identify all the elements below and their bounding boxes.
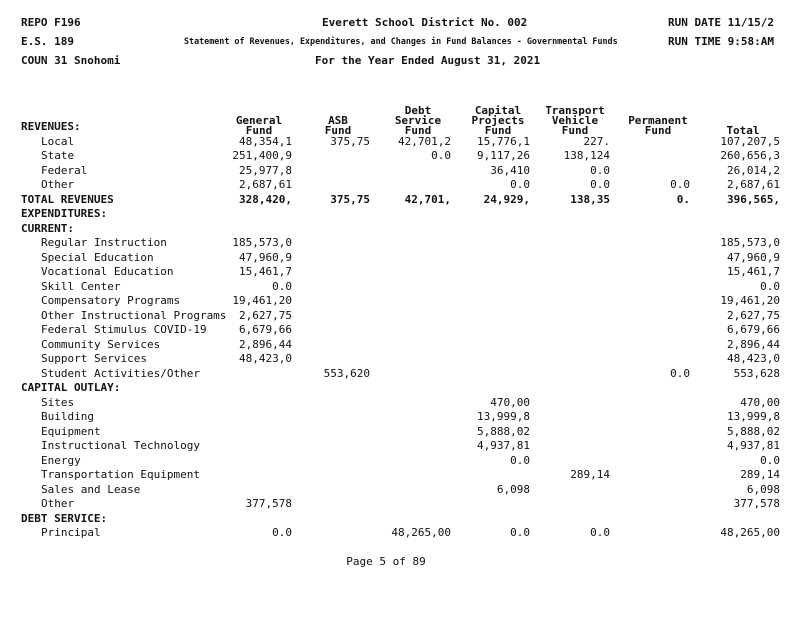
row-label: Support Services bbox=[41, 352, 147, 365]
row-value: 0.0 bbox=[590, 178, 610, 191]
report-id: REPO F196 bbox=[21, 16, 81, 29]
row-value: 2,687,61 bbox=[727, 178, 780, 191]
row-value: 6,679,66 bbox=[239, 323, 292, 336]
table-row bbox=[0, 149, 800, 164]
row-value: 0.0 bbox=[431, 149, 451, 162]
row-value: 6,098 bbox=[746, 482, 780, 496]
row-value: 375,75 bbox=[330, 134, 370, 148]
row-label: Student Activities/Other bbox=[41, 366, 200, 380]
table-row bbox=[0, 454, 800, 469]
table-row bbox=[0, 207, 800, 222]
row-value: 138,35 bbox=[570, 192, 610, 206]
table-row bbox=[0, 222, 800, 237]
county: COUN 31 Snohomi bbox=[21, 54, 121, 67]
run-time: RUN TIME 9:58:AM bbox=[668, 35, 774, 48]
row-value: 375,75 bbox=[330, 192, 370, 206]
row-value: 0.0 bbox=[590, 163, 610, 177]
row-label: Federal bbox=[41, 163, 88, 177]
table-row bbox=[0, 512, 800, 527]
row-value: 185,573,0 bbox=[232, 236, 292, 249]
page-number: Page 5 of 89 bbox=[346, 555, 426, 568]
row-value: 0.0 bbox=[760, 453, 780, 467]
table-row bbox=[0, 396, 800, 411]
table-row bbox=[0, 265, 800, 280]
row-value: 5,888,02 bbox=[727, 424, 780, 438]
table-row bbox=[0, 309, 800, 324]
row-value: 48,265,00 bbox=[720, 526, 780, 539]
row-value: 0.0 bbox=[272, 279, 292, 293]
row-value: 4,937,81 bbox=[727, 439, 780, 452]
row-value: 9,117,26 bbox=[477, 149, 530, 162]
row-label: Local bbox=[41, 134, 75, 148]
col-head-permanent: Permanent Fund bbox=[628, 114, 688, 137]
row-value: 2,687,61 bbox=[239, 178, 292, 191]
row-value: 0.0 bbox=[670, 178, 690, 191]
col-head-total: Total bbox=[726, 124, 760, 137]
row-label: Other bbox=[41, 497, 75, 510]
row-value: 377,578 bbox=[245, 497, 292, 510]
row-value: 328,420, bbox=[239, 192, 292, 206]
table-row bbox=[0, 483, 800, 498]
table-row bbox=[0, 410, 800, 425]
row-value: 26,014,2 bbox=[727, 163, 780, 177]
table-row bbox=[0, 468, 800, 483]
row-value: 15,461,7 bbox=[239, 265, 292, 278]
row-value: 19,461,20 bbox=[720, 294, 780, 307]
row-value: 48,354,1 bbox=[239, 134, 292, 148]
row-label: TOTAL REVENUES bbox=[21, 192, 114, 206]
row-value: 2,896,44 bbox=[727, 337, 780, 351]
run-date: RUN DATE 11/15/2 bbox=[668, 16, 774, 29]
row-value: 396,565, bbox=[727, 192, 780, 206]
row-value: 0.0 bbox=[590, 526, 610, 539]
row-value: 260,656,3 bbox=[720, 149, 780, 162]
table-row bbox=[0, 526, 800, 541]
row-label: Vocational Education bbox=[41, 265, 174, 278]
row-value: 289,14 bbox=[570, 468, 610, 481]
row-label: Sales and Lease bbox=[41, 482, 141, 496]
row-value: 24,929, bbox=[483, 192, 530, 206]
row-value: 48,423,0 bbox=[727, 352, 780, 365]
row-value: 470,00 bbox=[490, 395, 530, 409]
table-row bbox=[0, 251, 800, 266]
row-label: CURRENT: bbox=[21, 221, 74, 235]
table-row bbox=[0, 338, 800, 353]
row-value: 6,679,66 bbox=[727, 323, 780, 336]
row-label: Regular Instruction bbox=[41, 236, 167, 249]
row-label: DEBT SERVICE: bbox=[21, 511, 108, 525]
row-value: 36,410 bbox=[490, 163, 530, 177]
col-head-transport-vehicle: Transport Vehicle Fund bbox=[545, 104, 605, 137]
row-value: 0.0 bbox=[670, 366, 690, 380]
row-value: 48,423,0 bbox=[239, 352, 292, 365]
row-label: Community Services bbox=[41, 337, 161, 351]
row-value: 15,776,1 bbox=[477, 134, 530, 148]
table-row bbox=[0, 294, 800, 309]
row-value: 2,627,75 bbox=[239, 308, 292, 322]
row-value: 2,627,75 bbox=[727, 308, 780, 322]
row-label: Energy bbox=[41, 453, 81, 467]
table-row bbox=[0, 323, 800, 338]
row-value: 2,896,44 bbox=[239, 337, 292, 351]
table-row bbox=[0, 120, 800, 135]
district-name: Everett School District No. 002 bbox=[322, 16, 528, 29]
col-head-capital-projects: Capital Projects Fund bbox=[471, 104, 525, 137]
row-label: EXPENDITURES: bbox=[21, 207, 108, 220]
row-value: 4,937,81 bbox=[477, 439, 530, 452]
row-label: Special Education bbox=[41, 250, 154, 264]
row-value: 227. bbox=[583, 134, 610, 148]
col-head-general: General Fund bbox=[235, 114, 283, 137]
row-label: Principal bbox=[41, 526, 101, 539]
row-value: 48,265,00 bbox=[391, 526, 451, 539]
table-row bbox=[0, 135, 800, 150]
row-value: 6,098 bbox=[496, 482, 530, 496]
row-label: Instructional Technology bbox=[41, 439, 200, 452]
row-value: 0.0 bbox=[510, 453, 530, 467]
row-value: 47,960,9 bbox=[239, 250, 292, 264]
row-value: 0. bbox=[676, 192, 690, 206]
col-head-debt-service: Debt Service Fund bbox=[394, 104, 442, 137]
row-value: 377,578 bbox=[733, 497, 780, 510]
row-value: 47,960,9 bbox=[727, 250, 780, 264]
row-label: CAPITAL OUTLAY: bbox=[21, 381, 121, 394]
row-label: Federal Stimulus COVID-19 bbox=[41, 323, 207, 336]
table-row bbox=[0, 367, 800, 382]
row-label: REVENUES: bbox=[21, 120, 81, 133]
row-value: 25,977,8 bbox=[239, 163, 292, 177]
table-row bbox=[0, 164, 800, 179]
table-row bbox=[0, 425, 800, 440]
row-value: 0.0 bbox=[760, 279, 780, 293]
table-row bbox=[0, 280, 800, 295]
row-value: 19,461,20 bbox=[232, 294, 292, 307]
table-row bbox=[0, 193, 800, 208]
row-value: 251,400,9 bbox=[232, 149, 292, 162]
row-value: 553,628 bbox=[733, 366, 780, 380]
row-label: Compensatory Programs bbox=[41, 294, 181, 307]
row-value: 185,573,0 bbox=[720, 236, 780, 249]
row-value: 289,14 bbox=[740, 468, 780, 481]
row-value: 470,00 bbox=[740, 395, 780, 409]
fiscal-year: For the Year Ended August 31, 2021 bbox=[315, 54, 541, 67]
col-head-asb: ASB Fund bbox=[324, 114, 352, 137]
row-label: Other bbox=[41, 178, 75, 191]
table-row bbox=[0, 236, 800, 251]
table-row bbox=[0, 381, 800, 396]
row-value: 0.0 bbox=[272, 526, 292, 539]
row-label: Equipment bbox=[41, 424, 101, 438]
row-value: 15,461,7 bbox=[727, 265, 780, 278]
row-value: 13,999,8 bbox=[727, 410, 780, 423]
table-row bbox=[0, 352, 800, 367]
row-value: 0.0 bbox=[510, 178, 530, 191]
row-label: Transportation Equipment bbox=[41, 468, 200, 481]
statement-title: Statement of Revenues, Expenditures, and Changes in Fund Balances - Governmental Funds bbox=[184, 36, 618, 46]
row-value: 107,207,5 bbox=[720, 134, 780, 148]
row-label: State bbox=[41, 149, 75, 162]
row-label: Building bbox=[41, 410, 94, 423]
table-row bbox=[0, 178, 800, 193]
row-value: 553,620 bbox=[323, 366, 370, 380]
row-value: 13,999,8 bbox=[477, 410, 530, 423]
table-row bbox=[0, 439, 800, 454]
row-label: Skill Center bbox=[41, 279, 121, 293]
row-value: 42,701,2 bbox=[398, 134, 451, 148]
row-value: 0.0 bbox=[510, 526, 530, 539]
table-row bbox=[0, 497, 800, 512]
statement-table bbox=[0, 120, 800, 541]
row-label: Sites bbox=[41, 395, 75, 409]
es-code: E.S. 189 bbox=[21, 35, 74, 48]
row-value: 42,701, bbox=[404, 192, 451, 206]
row-value: 5,888,02 bbox=[477, 424, 530, 438]
row-value: 138,124 bbox=[563, 149, 610, 162]
row-label: Other Instructional Programs bbox=[41, 308, 227, 322]
